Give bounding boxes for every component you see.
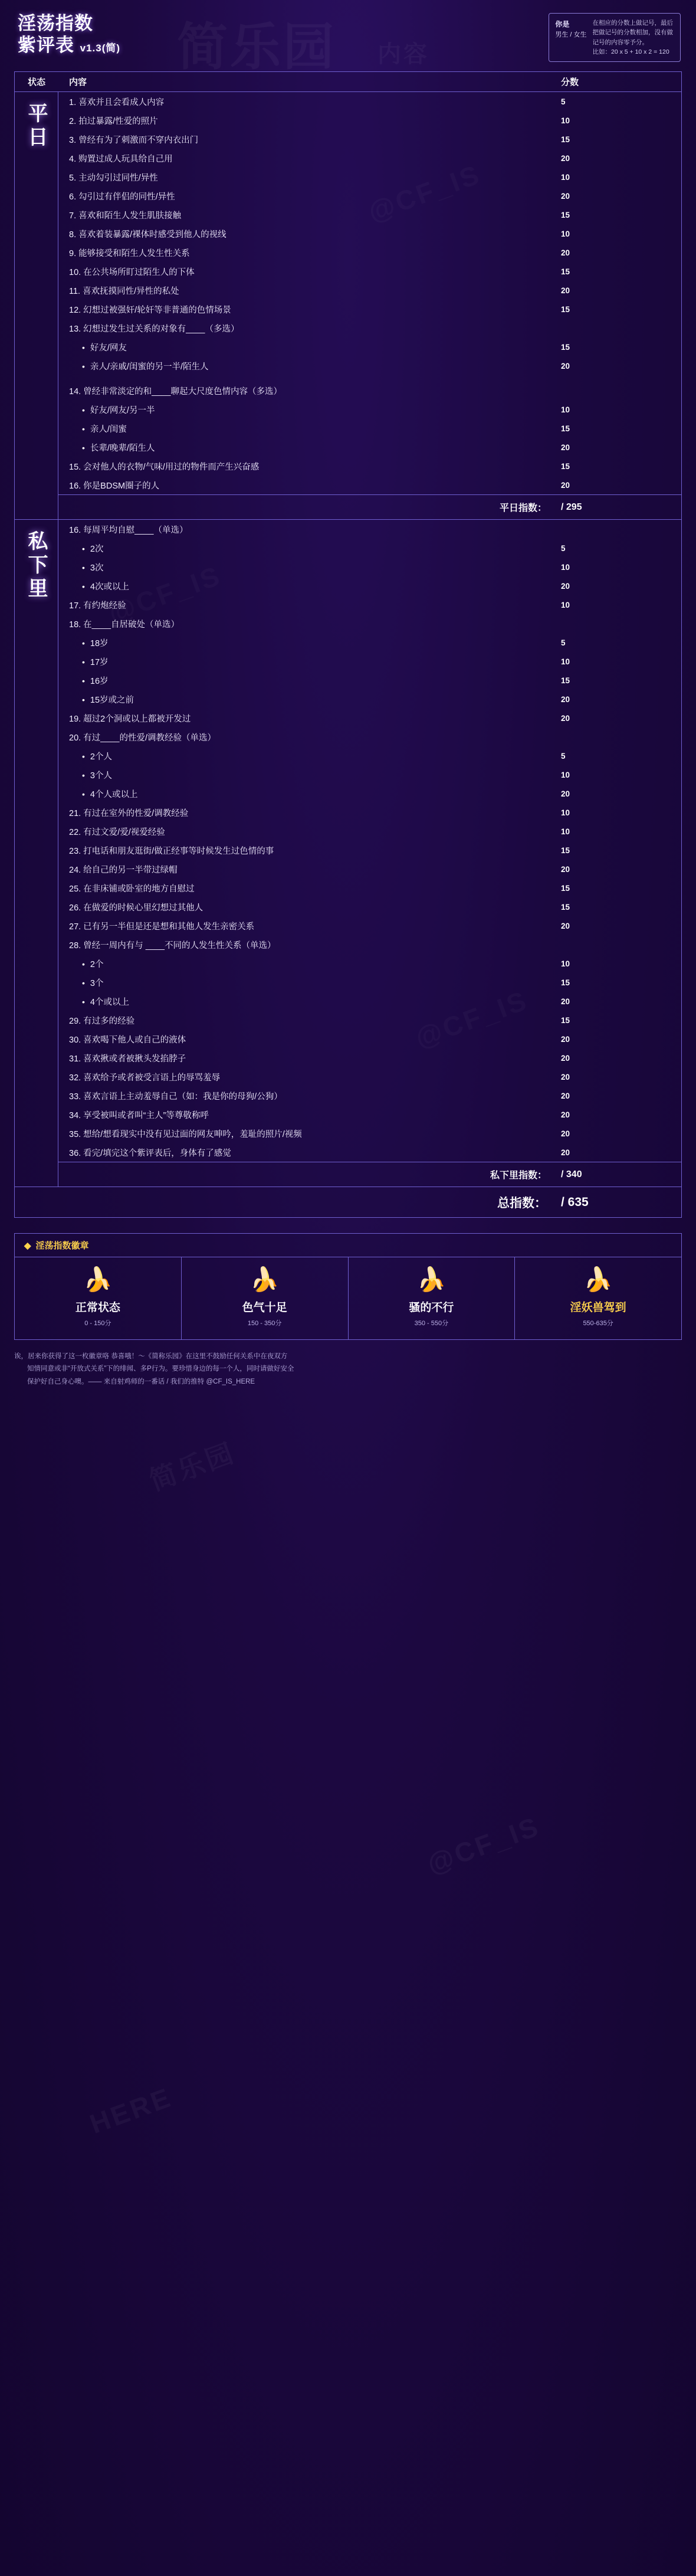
list-item-option[interactable] [58, 765, 681, 784]
badge-name: 淫妖兽驾到 [570, 1302, 626, 1315]
item-score[interactable]: 20 [561, 997, 570, 1006]
list-item-question[interactable] [58, 595, 681, 614]
item-score[interactable]: 10 [561, 770, 570, 779]
item-score[interactable]: 20 [561, 286, 570, 295]
item-score[interactable]: 10 [561, 959, 570, 968]
list-item-question[interactable] [58, 186, 681, 205]
item-score[interactable]: 20 [561, 864, 570, 874]
badge-name: 正常状态 [75, 1302, 120, 1315]
list-item-question[interactable] [58, 1048, 681, 1067]
badges-header [15, 1234, 681, 1257]
banana-icon: 🍌 [583, 1267, 613, 1293]
item-score[interactable]: 20 [561, 694, 570, 704]
item-text: 21. 有过在室外的性爱/调教经验 [69, 808, 189, 818]
column-header-content: 内容 [69, 77, 87, 88]
watermark-text [423, 1810, 544, 1880]
item-text: • 3个 [58, 976, 557, 989]
subtotal-value: / 295 [561, 502, 582, 512]
badge-name: 骚的不行 [409, 1302, 454, 1315]
list-item-option[interactable] [58, 784, 681, 803]
list-item-option[interactable] [58, 539, 681, 558]
status-label: 私下里 [25, 530, 47, 602]
item-text: 34. 享受被叫或者叫“主人”等尊敬称呼 [69, 1110, 209, 1120]
item-score[interactable]: 20 [561, 443, 570, 452]
list-item-question[interactable] [58, 879, 681, 897]
list-item-question[interactable] [58, 111, 681, 130]
item-text: 5. 主动勾引过同性/异性 [69, 173, 158, 183]
item-text: 2. 拍过暴露/性爱的照片 [69, 116, 158, 126]
page-title: 淫荡指数 [18, 13, 93, 34]
item-text: 19. 超过2个洞或以上都被开发过 [69, 714, 191, 724]
watermark-text [143, 1431, 240, 1498]
item-text: • 4次或以上 [58, 580, 557, 592]
item-text: • 好友/网友 [58, 341, 557, 353]
list-item-question[interactable] [58, 300, 681, 319]
score-table [14, 71, 682, 1218]
list-item-question[interactable] [58, 822, 681, 841]
list-item-option[interactable] [58, 400, 681, 419]
item-text: 4. 购置过成人玩具给自己用 [69, 154, 173, 164]
item-score[interactable]: 15 [561, 424, 570, 433]
item-score[interactable]: 10 [561, 827, 570, 836]
status-column [15, 520, 58, 1187]
banana-icon: 🍌 [83, 1267, 113, 1293]
item-score[interactable]: 15 [561, 845, 570, 855]
item-score[interactable]: 15 [561, 210, 570, 219]
item-score[interactable]: 20 [561, 1072, 570, 1081]
list-item-option[interactable] [58, 633, 681, 652]
item-score[interactable]: 20 [561, 1053, 570, 1063]
item-score[interactable]: 20 [561, 789, 570, 798]
title-block [18, 13, 120, 56]
banana-icon: 🍌 [249, 1267, 280, 1293]
item-score[interactable]: 20 [561, 1148, 570, 1157]
watermark-text [86, 2081, 176, 2140]
list-item-question[interactable] [58, 205, 681, 224]
item-text: 18. 在____自居破处（单选） [69, 620, 179, 630]
item-text: 35. 想给/想看现实中没有见过面的网友呻吟，羞耻的照片/视频 [69, 1129, 302, 1139]
item-score[interactable]: 5 [561, 543, 566, 553]
grand-total-label: 总指数： [497, 1196, 547, 1210]
item-text: 24. 给自己的另一半带过绿帽 [69, 865, 178, 875]
list-item-question[interactable] [58, 476, 681, 494]
list-item-option[interactable] [58, 652, 681, 671]
item-score[interactable]: 5 [561, 97, 566, 106]
list-item-option[interactable] [58, 690, 681, 709]
item-text: • 长辈/晚辈/陌生人 [58, 441, 557, 454]
list-item-question[interactable] [58, 860, 681, 879]
item-score[interactable]: 20 [561, 153, 570, 163]
item-text: • 2个人 [58, 750, 557, 762]
badges-panel [14, 1233, 682, 1340]
list-item-question[interactable] [58, 520, 681, 539]
item-score[interactable]: 10 [561, 808, 570, 817]
item-score[interactable]: 15 [561, 304, 570, 314]
legend-line-3: 记号的内容零予分。 [592, 38, 648, 46]
poster-header [0, 0, 696, 68]
item-text: 32. 喜欢给予或者被受言语上的辱骂羞辱 [69, 1073, 221, 1083]
item-text: • 好友/网友/另一半 [58, 404, 557, 416]
item-score[interactable]: 15 [561, 1015, 570, 1025]
section-subtotal-row [58, 1162, 681, 1187]
list-item-question[interactable] [58, 168, 681, 186]
item-text: • 2个 [58, 958, 557, 970]
item-text: 31. 喜欢揪或者被揪头发掐脖子 [69, 1054, 186, 1064]
list-item-question[interactable] [58, 224, 681, 243]
badge-range: 150 - 350分 [247, 1320, 282, 1328]
item-text: 26. 在做爱的时候心里幻想过其他人 [69, 903, 203, 913]
list-item-question[interactable] [58, 92, 681, 111]
section-subtotal-row [58, 494, 681, 519]
column-header-status: 状态 [27, 77, 45, 88]
list-item-question[interactable] [58, 935, 681, 954]
badge-name: 色气十足 [242, 1302, 287, 1315]
legend-subtitle: 男生 / 女生 [555, 31, 587, 38]
item-score[interactable]: 20 [561, 581, 570, 591]
item-text: 6. 勾引过有伴侣的同性/异性 [69, 192, 175, 202]
list-item-option[interactable] [58, 438, 681, 457]
footer-line-2: 知情同意或非“开放式关系”下的绯闻、多P行为。要珍惜身边的每一个人，同时请做好安全 [27, 1365, 294, 1373]
item-text: • 4个人或以上 [58, 788, 557, 800]
subtotal-value: / 340 [561, 1169, 582, 1179]
list-item-option[interactable] [58, 356, 681, 375]
badge-range: 0 - 150分 [84, 1320, 111, 1328]
item-score[interactable]: 10 [561, 172, 570, 182]
legend-line-4: 比如：20 x 5 + 10 x 2 = 120 [592, 48, 669, 55]
item-text: 28. 曾经一周内有与 ____不同的人发生性关系（单选） [69, 940, 276, 951]
items-column [58, 520, 681, 1187]
item-score[interactable]: 5 [561, 751, 566, 761]
item-score[interactable]: 20 [561, 1110, 570, 1119]
list-item-question[interactable] [58, 457, 681, 476]
item-text: 20. 有过____的性爱/调教经验（单选） [69, 733, 216, 743]
page-subtitle [18, 35, 120, 57]
item-score[interactable]: 10 [561, 405, 570, 414]
item-text: 1. 喜欢并且会看成人内容 [69, 97, 165, 107]
item-score[interactable]: 10 [561, 562, 570, 572]
item-score[interactable]: 10 [561, 600, 570, 609]
list-item-question[interactable] [58, 130, 681, 149]
item-score[interactable]: 15 [561, 267, 570, 276]
list-item-option[interactable] [58, 419, 681, 438]
table-sections [15, 92, 681, 1187]
list-item-question[interactable] [58, 149, 681, 168]
item-text: • 4个或以上 [58, 995, 557, 1008]
item-text: • 亲人/亲戚/闺蜜的另一半/陌生人 [58, 360, 557, 372]
item-text: 3. 曾经有为了刺激而不穿内衣出门 [69, 135, 199, 145]
item-score[interactable]: 15 [561, 135, 570, 144]
footer-line-3: 保护好自己身心噢。—— 来自射鸡师的一番话 / 我们的推特 @CF_IS_HERE [27, 1378, 255, 1385]
item-text: 15. 会对他人的衣物/气味/用过的物件而产生兴奋感 [69, 462, 260, 472]
item-text: 7. 喜欢和陌生人发生肌肤接触 [69, 211, 182, 221]
list-item-question[interactable] [58, 262, 681, 281]
badge-card [349, 1257, 516, 1339]
list-item-question[interactable] [58, 1011, 681, 1030]
status-column [15, 92, 58, 519]
list-item-question[interactable] [58, 614, 681, 633]
badges-title: 淫荡指数徽章 [35, 1241, 89, 1251]
list-item-option[interactable] [58, 973, 681, 992]
table-section [15, 92, 681, 519]
item-score[interactable]: 15 [561, 676, 570, 685]
footer-note [14, 1351, 682, 1388]
column-header-score: 分数 [561, 77, 579, 88]
list-item-question[interactable] [58, 916, 681, 935]
status-label: 平日 [25, 103, 47, 150]
table-section [15, 519, 681, 1187]
item-score[interactable]: 20 [561, 1129, 570, 1138]
item-score[interactable]: 20 [561, 248, 570, 257]
item-text: • 3个人 [58, 769, 557, 781]
list-item-question[interactable] [58, 897, 681, 916]
list-item-option[interactable] [58, 992, 681, 1011]
list-item-question[interactable] [58, 1124, 681, 1143]
item-text: • 15岁或之前 [58, 693, 557, 706]
item-text: 10. 在公共场所盯过陌生人的下体 [69, 267, 195, 277]
list-item-question[interactable] [58, 381, 681, 400]
list-item-question[interactable] [58, 243, 681, 262]
item-score[interactable]: 15 [561, 342, 570, 352]
item-text: • 18岁 [58, 637, 557, 649]
list-item-question[interactable] [58, 727, 681, 746]
item-score[interactable]: 20 [561, 1091, 570, 1100]
item-text: 36. 看完/填完这个紫评表后，身体有了感觉 [69, 1148, 231, 1158]
list-item-question[interactable] [58, 803, 681, 822]
table-header-row [15, 72, 681, 92]
item-text: 8. 喜欢着装暴露/裸体时感受到他人的视线 [69, 230, 226, 240]
item-score[interactable]: 20 [561, 713, 570, 723]
item-text: 29. 有过多的经验 [69, 1016, 135, 1026]
item-text: 17. 有约炮经验 [69, 601, 126, 611]
grand-total-row [15, 1187, 681, 1217]
list-item-option[interactable] [58, 337, 681, 356]
list-item-question[interactable] [58, 281, 681, 300]
legend-line-1: 在相应的分数上做记号，最后 [592, 19, 673, 27]
list-item-question[interactable] [58, 1086, 681, 1105]
list-item-option[interactable] [58, 558, 681, 576]
legend-line-2: 把做记号的分数相加，没有做 [592, 29, 673, 37]
list-item-question[interactable] [58, 1030, 681, 1048]
row-spacer [58, 375, 681, 381]
badge-card [15, 1257, 182, 1339]
item-score[interactable]: 15 [561, 461, 570, 471]
legend-box [549, 13, 681, 62]
item-score[interactable]: 20 [561, 480, 570, 490]
item-score[interactable]: 15 [561, 902, 570, 912]
item-text: 12. 幻想过被强奸/轮奸等非普通的色情场景 [69, 305, 231, 315]
items-column [58, 92, 681, 519]
banana-icon: 🍌 [416, 1267, 447, 1293]
list-item-option[interactable] [58, 671, 681, 690]
item-text: • 17岁 [58, 656, 557, 668]
item-score[interactable]: 15 [561, 978, 570, 987]
item-text: • 亲人/闺蜜 [58, 422, 557, 435]
item-score[interactable]: 5 [561, 638, 566, 647]
item-score[interactable]: 20 [561, 191, 570, 201]
item-score[interactable]: 20 [561, 361, 570, 371]
legend-title: 你是 [555, 20, 570, 28]
item-score[interactable]: 20 [561, 921, 570, 930]
grand-total-value: / 635 [561, 1195, 589, 1209]
star-icon: ◆ [24, 1240, 31, 1251]
list-item-question[interactable] [58, 1105, 681, 1124]
item-text: 25. 在非床铺或卧室的地方自慰过 [69, 884, 195, 894]
item-text: 13. 幻想过发生过关系的对象有____（多选） [69, 324, 239, 334]
item-text: 14. 曾经非常淡定的和____聊起大尺度色情内容（多选） [69, 386, 282, 396]
legend-right [593, 18, 674, 57]
badge-range: 350 - 550分 [414, 1320, 449, 1328]
item-text: • 16岁 [58, 674, 557, 687]
item-text: 33. 喜欢言语上主动羞辱自己（如：我是你的母狗/公狗） [69, 1092, 283, 1102]
badge-card [515, 1257, 681, 1339]
item-text: 16. 每周平均自慰____（单选） [69, 525, 188, 535]
item-text: 16. 你是BDSM圈子的人 [69, 481, 160, 491]
version-label: v1.3(简) [80, 42, 121, 54]
item-text: 30. 喜欢喝下他人或自己的液体 [69, 1035, 186, 1045]
subtotal-label: 私下里指数： [490, 1171, 547, 1181]
legend-left [555, 18, 586, 57]
item-text: 22. 有过文爱/爱/视爱经验 [69, 827, 165, 837]
item-text: 9. 能够接受和陌生人发生性关系 [69, 248, 190, 258]
item-text: • 3次 [58, 561, 557, 573]
list-item-question[interactable] [58, 1143, 681, 1162]
list-item-question[interactable] [58, 1067, 681, 1086]
badge-card [182, 1257, 349, 1339]
list-item-option[interactable] [58, 954, 681, 973]
item-text: • 2次 [58, 542, 557, 555]
item-text: 11. 喜欢抚摸同性/异性的私处 [69, 286, 179, 296]
item-score[interactable]: 15 [561, 883, 570, 893]
item-score[interactable]: 10 [561, 116, 570, 125]
list-item-question[interactable] [58, 319, 681, 337]
item-text: 27. 已有另一半但是还是想和其他人发生亲密关系 [69, 922, 255, 932]
item-score[interactable]: 20 [561, 1034, 570, 1044]
badge-range: 550-635分 [583, 1320, 613, 1328]
subtotal-label: 平日指数： [499, 503, 547, 514]
footer-line-1: 诶，居来你获得了这一枚徽章咯 恭喜哦！〜《简称乐园》在这里不鼓励任何关系中在夜双方 [14, 1353, 288, 1361]
item-text: 23. 打电话和朋友逛街/做正经事等时候发生过色情的事 [69, 846, 274, 856]
page-subtitle-text: 紫评表 [18, 34, 74, 55]
list-item-question[interactable] [58, 709, 681, 727]
item-score[interactable]: 10 [561, 229, 570, 238]
list-item-option[interactable] [58, 746, 681, 765]
badges-grid [15, 1257, 681, 1339]
list-item-question[interactable] [58, 841, 681, 860]
list-item-option[interactable] [58, 576, 681, 595]
item-score[interactable]: 10 [561, 657, 570, 666]
